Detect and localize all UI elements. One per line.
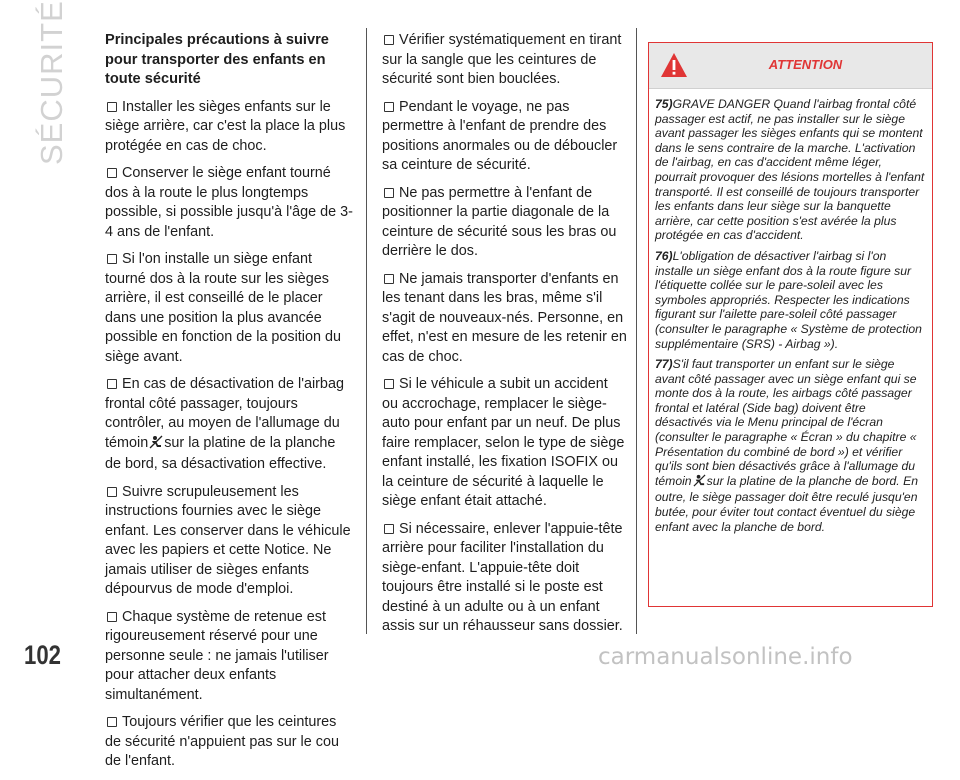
note-text: S'il faut transporter un enfant sur le siège avant côté passager avec un siège enfant qui se monte dos à la route, les airbags côté passager frontal et latéral (Side bag) doivent être désactivés via le Menu principal de l'écran (consulter le paragraphe « Écran » du chapitre « Présentation du combiné de bord ») et vérifier qu'ils sont bien désactivés grâce à l'allumage du témoin xyxy=(655,357,917,488)
list-item xyxy=(105,713,355,772)
warning-note xyxy=(655,97,926,243)
checkbox-bullet-icon xyxy=(384,188,394,198)
list-item xyxy=(105,98,355,157)
checkbox-bullet-icon xyxy=(107,379,117,389)
list-item-text: Si nécessaire, enlever l'appuie-tête arrière pour faciliter l'installation du siège-enfant. L'appuie-tête doit toujours être installé si le poste est destiné à un adulte ou à un enfant assis sur un réhausseur sans dossier. xyxy=(382,520,623,634)
list-item-text: En cas de désactivation de l'airbag frontal côté passager, toujours contrôler, au moyen de l'allumage du témoin xyxy=(105,376,344,451)
warning-header xyxy=(649,43,932,89)
column-1 xyxy=(105,31,355,780)
list-item-text: Pendant le voyage, ne pas permettre à l'enfant de prendre des positions anormales ou de déboucler sa ceinture de sécurité. xyxy=(382,98,618,173)
list-item xyxy=(382,31,627,90)
note-number: 76) xyxy=(655,248,673,263)
warning-body xyxy=(649,89,932,534)
checkbox-bullet-icon xyxy=(107,717,117,727)
list-item xyxy=(105,375,355,475)
list-item-text: Conserver le siège enfant tourné dos à la route le plus longtemps possible, si possible jusqu'à l'âge de 3-4 ans de l'enfant. xyxy=(105,165,353,240)
note-text: GRAVE DANGER Quand l'airbag frontal côté passager est actif, ne pas installer sur le siège avant passager les sièges enfants qui se montent dans le sens contraire de la marche. L'activation de l'airbag, en cas d'accident même léger, pourrait provoquer des lésions mortelles à l'enfant transporté. Il est conseillé de toujours transporter les enfants dans leur siège sur la banquette arrière, car cette position s'est avérée la plus protégée en cas d'accident. xyxy=(655,97,925,243)
list-item xyxy=(105,164,355,242)
checkbox-bullet-icon xyxy=(384,379,394,389)
page-number: 102 xyxy=(24,640,61,670)
checkbox-bullet-icon xyxy=(107,102,117,112)
list-item xyxy=(105,483,355,600)
list-item xyxy=(382,184,627,262)
warning-box xyxy=(648,42,933,607)
list-item xyxy=(382,520,627,637)
checkbox-bullet-icon xyxy=(384,35,394,45)
watermark: carmanualsonline.info xyxy=(598,644,853,670)
checkbox-bullet-icon xyxy=(107,487,117,497)
list-item-text: Ne jamais transporter d'enfants en les tenant dans les bras, même s'il s'agit de nouveaux-nés. Personne, en effet, n'est en mesure de les retenir en cas de choc. xyxy=(382,270,627,365)
note-text: L'obligation de désactiver l'airbag si l'on installe un siège enfant dos à la route figure sur l'étiquette collée sur le pare-soleil avec les symboles appropriés. Respecter les indications figurant sur l'ailette pare-soleil côté passager (consulter le paragraphe « Système de protection supplémentaire (SRS) - Airbag »). xyxy=(655,248,922,351)
checkbox-bullet-icon xyxy=(384,274,394,284)
list-item xyxy=(382,98,627,176)
checkbox-bullet-icon xyxy=(384,102,394,112)
list-item xyxy=(382,375,627,512)
list-item-text: Suivre scrupuleusement les instructions fournies avec le siège enfant. Les conserver dans le véhicule avec les papiers et cette Notice. Ne jamais utiliser de sièges enfants dépourvus de mode d'emploi. xyxy=(105,483,351,597)
list-item xyxy=(382,270,627,368)
list-item-text: Si l'on installe un siège enfant tourné dos à la route sur les sièges arrière, il est conseillé de le placer dans une position la plus avancée possible en fonction de la position du siège avant. xyxy=(105,251,342,365)
airbag-off-icon xyxy=(149,435,163,456)
section-heading: Principales précautions à suivre pour transporter des enfants en toute sécurité xyxy=(105,32,329,87)
checkbox-bullet-icon xyxy=(107,254,117,264)
column-divider xyxy=(636,28,637,634)
column-2 xyxy=(382,31,627,645)
note-number: 77) xyxy=(655,357,673,372)
list-item-text: Chaque système de retenue est rigoureusement réservé pour une personne seule : ne jamais l'utiliser pour attacher deux enfants simultanément. xyxy=(105,608,329,703)
list-item-text: Vérifier systématiquement en tirant sur la sangle que les ceintures de sécurité sont bien bouclées. xyxy=(382,32,622,87)
column-divider xyxy=(366,28,367,634)
list-item-text: Ne pas permettre à l'enfant de positionner la partie diagonale de la ceinture de sécurité sous les bras ou derrière le dos. xyxy=(382,184,617,259)
warning-title: ATTENTION xyxy=(768,57,843,72)
list-item-text: Toujours vérifier que les ceintures de sécurité n'appuient pas sur le cou de l'enfant. xyxy=(105,714,339,769)
checkbox-bullet-icon xyxy=(384,524,394,534)
list-item xyxy=(105,250,355,367)
list-item-text: Si le véhicule a subit un accident ou accrochage, remplacer le siège-auto pour enfant par un neuf. De plus faire remplacer, selon le type de siège enfant installé, les fixation ISOFIX ou la ceinture de sécurité à laquelle le siège enfant était attaché. xyxy=(382,376,625,509)
checkbox-bullet-icon xyxy=(107,168,117,178)
airbag-off-icon xyxy=(693,474,706,491)
note-text: sur la platine de la planche de bord. En outre, le siège passager doit être reculé jusqu'en butée, pour éviter tout contact éventuel du siège enfant avec la planche de bord. xyxy=(655,473,918,534)
list-item xyxy=(105,608,355,706)
list-item-text: Installer les sièges enfants sur le siège arrière, car c'est la place la plus protégée en cas de choc. xyxy=(105,98,346,154)
warning-note xyxy=(655,357,926,534)
note-number: 75) xyxy=(655,97,673,111)
warning-note xyxy=(655,249,926,351)
section-side-title: SÉCURITÉ xyxy=(34,0,69,165)
list-item-text: sur la platine de la planche de bord, sa désactivation effective. xyxy=(105,434,336,472)
checkbox-bullet-icon xyxy=(107,612,117,622)
